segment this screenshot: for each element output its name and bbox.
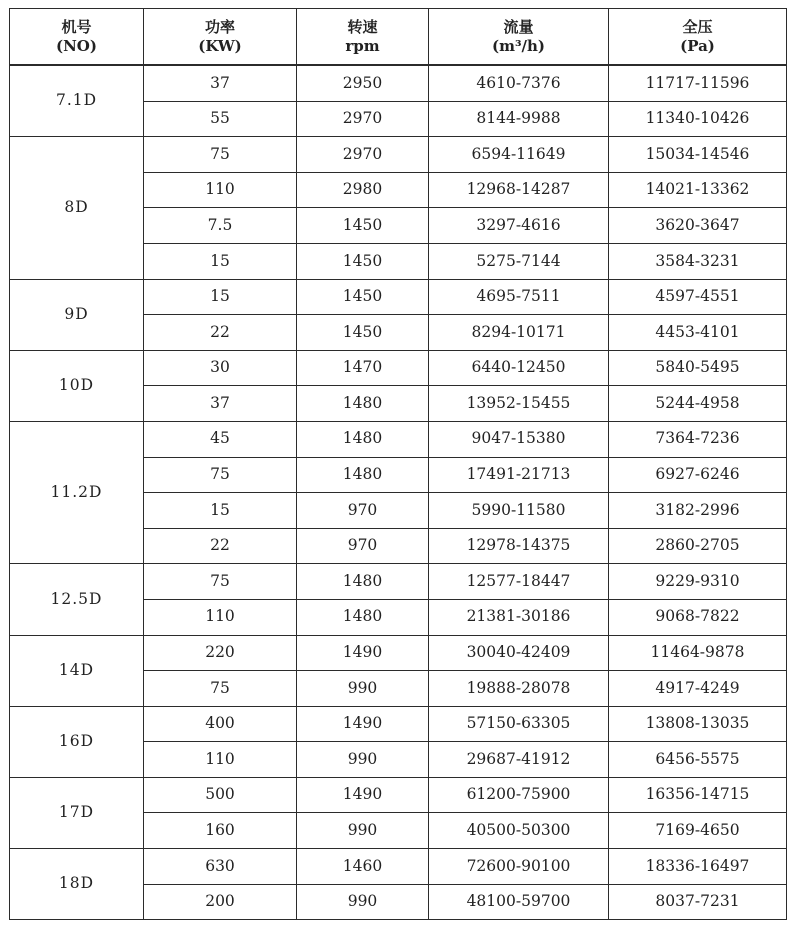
speed-cell: 990: [297, 742, 429, 778]
table-row: [10, 137, 787, 173]
power-cell: 22: [144, 528, 297, 564]
speed-cell: 1490: [297, 635, 429, 671]
pressure-cell: 7169-4650: [609, 813, 787, 849]
flow-cell: 57150-63305: [429, 706, 609, 742]
model-cell: 16D: [10, 706, 144, 777]
pressure-cell: 8037-7231: [609, 884, 787, 920]
model-cell: 9D: [10, 279, 144, 350]
header-title: 全压: [682, 17, 713, 36]
header-speed: [297, 9, 429, 66]
pressure-cell: 9068-7822: [609, 599, 787, 635]
pressure-cell: 14021-13362: [609, 172, 787, 208]
flow-cell: 5990-11580: [429, 493, 609, 529]
model-cell: 8D: [10, 137, 144, 279]
pressure-cell: 6456-5575: [609, 742, 787, 778]
pressure-cell: 5840-5495: [609, 350, 787, 386]
table-row: [10, 635, 787, 671]
pressure-cell: 3182-2996: [609, 493, 787, 529]
speed-cell: 1480: [297, 599, 429, 635]
flow-cell: 48100-59700: [429, 884, 609, 920]
flow-cell: 9047-15380: [429, 421, 609, 457]
speed-cell: 1470: [297, 350, 429, 386]
fan-spec-table: [9, 8, 787, 920]
model-cell: 14D: [10, 635, 144, 706]
flow-cell: 17491-21713: [429, 457, 609, 493]
pressure-cell: 3584-3231: [609, 243, 787, 279]
header-flow: [429, 9, 609, 66]
header-row: [10, 9, 787, 66]
speed-cell: 1450: [297, 243, 429, 279]
header-power: [144, 9, 297, 66]
header-unit: rpm: [345, 36, 380, 55]
flow-cell: 21381-30186: [429, 599, 609, 635]
speed-cell: 2970: [297, 137, 429, 173]
table-row: [10, 564, 787, 600]
pressure-cell: 11340-10426: [609, 101, 787, 137]
pressure-cell: 13808-13035: [609, 706, 787, 742]
speed-cell: 1480: [297, 421, 429, 457]
flow-cell: 4695-7511: [429, 279, 609, 315]
model-cell: 18D: [10, 849, 144, 920]
power-cell: 200: [144, 884, 297, 920]
table-row: [10, 421, 787, 457]
header-unit: (Pa): [680, 36, 715, 55]
flow-cell: 8144-9988: [429, 101, 609, 137]
power-cell: 75: [144, 457, 297, 493]
flow-cell: 4610-7376: [429, 65, 609, 101]
power-cell: 15: [144, 279, 297, 315]
flow-cell: 30040-42409: [429, 635, 609, 671]
speed-cell: 1450: [297, 279, 429, 315]
model-cell: 11.2D: [10, 421, 144, 563]
table-row: [10, 279, 787, 315]
power-cell: 110: [144, 742, 297, 778]
header-pressure: [609, 9, 787, 66]
pressure-cell: 6927-6246: [609, 457, 787, 493]
header-unit: (KW): [198, 36, 242, 55]
table-header: [10, 9, 787, 66]
pressure-cell: 18336-16497: [609, 849, 787, 885]
header-unit: (m³/h): [491, 36, 546, 55]
flow-cell: 12968-14287: [429, 172, 609, 208]
power-cell: 110: [144, 172, 297, 208]
pressure-cell: 16356-14715: [609, 777, 787, 813]
power-cell: 400: [144, 706, 297, 742]
speed-cell: 970: [297, 528, 429, 564]
speed-cell: 1450: [297, 315, 429, 351]
speed-cell: 1460: [297, 849, 429, 885]
table-row: [10, 350, 787, 386]
pressure-cell: 4597-4551: [609, 279, 787, 315]
power-cell: 45: [144, 421, 297, 457]
pressure-cell: 4917-4249: [609, 671, 787, 707]
power-cell: 22: [144, 315, 297, 351]
power-cell: 37: [144, 65, 297, 101]
flow-cell: 5275-7144: [429, 243, 609, 279]
pressure-cell: 4453-4101: [609, 315, 787, 351]
power-cell: 15: [144, 243, 297, 279]
pressure-cell: 7364-7236: [609, 421, 787, 457]
power-cell: 500: [144, 777, 297, 813]
power-cell: 55: [144, 101, 297, 137]
table-row: [10, 65, 787, 101]
power-cell: 15: [144, 493, 297, 529]
pressure-cell: 2860-2705: [609, 528, 787, 564]
power-cell: 75: [144, 671, 297, 707]
flow-cell: 61200-75900: [429, 777, 609, 813]
speed-cell: 2980: [297, 172, 429, 208]
flow-cell: 40500-50300: [429, 813, 609, 849]
power-cell: 75: [144, 564, 297, 600]
model-cell: 12.5D: [10, 564, 144, 635]
table-row: [10, 849, 787, 885]
header-title: 功率: [204, 17, 235, 36]
header-model: [10, 9, 144, 66]
power-cell: 110: [144, 599, 297, 635]
speed-cell: 2950: [297, 65, 429, 101]
power-cell: 37: [144, 386, 297, 422]
speed-cell: 1480: [297, 457, 429, 493]
pressure-cell: 11717-11596: [609, 65, 787, 101]
model-cell: 10D: [10, 350, 144, 421]
speed-cell: 990: [297, 813, 429, 849]
pressure-cell: 5244-4958: [609, 386, 787, 422]
power-cell: 630: [144, 849, 297, 885]
flow-cell: 6594-11649: [429, 137, 609, 173]
power-cell: 30: [144, 350, 297, 386]
flow-cell: 8294-10171: [429, 315, 609, 351]
table-body: [10, 65, 787, 920]
pressure-cell: 11464-9878: [609, 635, 787, 671]
flow-cell: 13952-15455: [429, 386, 609, 422]
flow-cell: 12577-18447: [429, 564, 609, 600]
flow-cell: 12978-14375: [429, 528, 609, 564]
speed-cell: 1450: [297, 208, 429, 244]
flow-cell: 72600-90100: [429, 849, 609, 885]
model-cell: 7.1D: [10, 65, 144, 137]
speed-cell: 970: [297, 493, 429, 529]
speed-cell: 990: [297, 671, 429, 707]
flow-cell: 29687-41912: [429, 742, 609, 778]
power-cell: 75: [144, 137, 297, 173]
speed-cell: 1490: [297, 706, 429, 742]
header-title: 机号: [61, 17, 92, 36]
pressure-cell: 15034-14546: [609, 137, 787, 173]
pressure-cell: 3620-3647: [609, 208, 787, 244]
speed-cell: 1490: [297, 777, 429, 813]
pressure-cell: 9229-9310: [609, 564, 787, 600]
table-row: [10, 706, 787, 742]
header-title: 流量: [503, 17, 534, 36]
power-cell: 160: [144, 813, 297, 849]
speed-cell: 990: [297, 884, 429, 920]
table-row: [10, 777, 787, 813]
flow-cell: 3297-4616: [429, 208, 609, 244]
speed-cell: 1480: [297, 386, 429, 422]
header-unit: (NO): [56, 36, 97, 55]
speed-cell: 2970: [297, 101, 429, 137]
speed-cell: 1480: [297, 564, 429, 600]
power-cell: 7.5: [144, 208, 297, 244]
model-cell: 17D: [10, 777, 144, 848]
power-cell: 220: [144, 635, 297, 671]
header-title: 转速: [347, 17, 378, 36]
flow-cell: 19888-28078: [429, 671, 609, 707]
flow-cell: 6440-12450: [429, 350, 609, 386]
